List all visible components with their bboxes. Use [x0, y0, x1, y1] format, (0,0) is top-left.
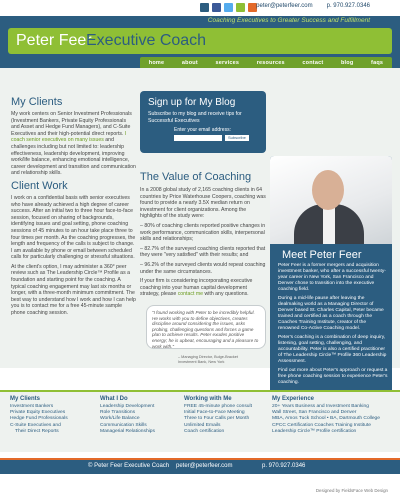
- middle-column: [140, 171, 266, 301]
- brand-banner: [8, 28, 392, 54]
- nav-blog[interactable]: blog: [341, 60, 354, 66]
- footer-col-working: [184, 396, 270, 435]
- facebook-icon[interactable]: [212, 3, 221, 12]
- header-contact: [256, 3, 370, 9]
- meet-text: [278, 263, 388, 389]
- blog-signup-text: Subscribe to my blog and receive tips for Successful Executives: [148, 111, 242, 124]
- copyright: © Peter Feer Executive Coach: [88, 463, 170, 469]
- blog-signup-heading: Sign up for My Blog: [148, 97, 236, 108]
- site-name[interactable]: Peter Feer: [16, 32, 92, 49]
- footer-col-experience: [272, 396, 394, 435]
- my-clients-text-a: My work centers on Senior Investment Professionals (Investment Bankers, Private Equity Professionals and Asset and Hedge Fund Managers), and C-Suite Executives and their high-potential direct reports.: [11, 111, 132, 137]
- testimonial-bubble: [146, 305, 266, 349]
- footer-links: [0, 390, 400, 452]
- my-clients-text-b: and challenges including but not limited to: leadership effectiveness, leadership development, improving work/life balance, enhancing emotional intelligence, career development and transition and communication and relationship skills.: [11, 137, 136, 177]
- footer-col-heading[interactable]: My Clients: [10, 396, 41, 402]
- utility-bar: [0, 0, 400, 16]
- footer-item[interactable]: Communication Skills: [100, 422, 147, 428]
- value-paragraph-1: In a 2008 global study of 2,165 coaching clients in 64 countries by Price Waterhouse Coopers, coaching was found to provide a nearly 3.5X median return on investment for client organizations. Among the highlights of the study were:: [140, 187, 266, 220]
- peter-photo: [270, 156, 392, 244]
- footer-col-heading[interactable]: What I Do: [100, 396, 128, 402]
- footer-col-clients: [10, 396, 100, 435]
- value-paragraph-2: – 80% of coaching clients reported positive changes in work performance, communication skills, interpersonal skills and relationships;: [140, 222, 266, 243]
- footer-item[interactable]: Coach certification: [184, 428, 225, 434]
- meet-paragraph-4: Find out more about Peter's approach or request a free phone coaching session to experience Peter's coaching.: [278, 368, 388, 385]
- header-phone: p. 970.927.0346: [326, 3, 370, 9]
- footer-phone: p. 970.927.0346: [262, 463, 306, 469]
- footer-item[interactable]: Initial Face-to-Face Meeting: [184, 410, 245, 416]
- footer-item[interactable]: Their Direct Reports: [15, 428, 59, 434]
- footer-item[interactable]: Wall Street, San Francisco and Denver: [272, 410, 357, 416]
- footer-col-heading[interactable]: Working with Me: [184, 396, 232, 402]
- client-work-paragraph-2: At the client's option, I may administer a 360° peer review such as The Leadership Circle™ Profile as a foundation and starting point for the coaching. A typical coaching engagement may last six months or longer, with a three-month minimum commitment. The best way to understand how I work and how I can help you is to contact me for a free 45-minute sample phone coaching session.: [11, 263, 136, 317]
- nav-contact[interactable]: contact: [302, 60, 324, 66]
- testimonial-cite: [178, 355, 238, 364]
- email-label: Enter your email address:: [174, 127, 231, 133]
- footer-email-link[interactable]: peter@peterfeer.com: [176, 463, 233, 469]
- nav-about[interactable]: about: [181, 60, 198, 66]
- meet-paragraph-1: Peter Feer is a former mergers and acquisition investment banker, who after a successful twenty-year career in New York, San Francisco and Denver chose to transition into the executive coaching field.: [278, 263, 386, 292]
- header-email-link[interactable]: peter@peterfeer.com: [256, 3, 313, 9]
- photo-shirt: [323, 206, 335, 244]
- footer-item[interactable]: 20+ Years Business and Investment Banking: [272, 404, 369, 409]
- value-p5-b: with any questions.: [203, 291, 249, 298]
- left-column: [11, 96, 136, 320]
- my-clients-text: [11, 111, 136, 177]
- blog-email-input[interactable]: [174, 135, 222, 141]
- blog-icon[interactable]: [236, 3, 245, 12]
- client-work-paragraph-1: I work on a confidential basis with senior executives who have already achieved a high degree of career success. After an initial two to three hour face-to-face session, focused on sharing of backgrounds, identifying issues and goal setting, phone coaching sessions of 45 minutes to an hour take place three to four times per month. As the coaching progresses, the length and frequency of the calls is subject to change. I am available by phone or email between scheduled calls for particularly challenging or stressful situations.: [11, 194, 136, 261]
- signup-row: [148, 135, 258, 141]
- value-paragraph-3: – 82.7% of the surveyed coaching clients reported that they were "very satisfied" with their results; and: [140, 245, 266, 259]
- footer-col-heading[interactable]: My Experience: [272, 396, 315, 402]
- blog-signup-box: [140, 91, 266, 153]
- footer-item[interactable]: CPCC Certification Coaches Training Institute: [272, 422, 371, 428]
- footer-item[interactable]: Private Equity Executives: [10, 410, 66, 416]
- testimonial-cite-line-1: – Managing Director, Bulge-Bracket: [178, 355, 238, 359]
- footer-item[interactable]: Leadership Development: [100, 404, 155, 409]
- footer-item[interactable]: Three to Four Calls per Month: [184, 416, 250, 422]
- contact-me-link[interactable]: contact me: [177, 291, 204, 298]
- testimonial-cite-line-2: Investment Bank, New York: [178, 359, 225, 364]
- designer-credit[interactable]: Designed by FieldsFace Web Design: [315, 488, 388, 493]
- coach-executives-link[interactable]: I coach senior executives on many issues: [11, 130, 127, 144]
- footer-item[interactable]: Investment Bankers: [10, 404, 54, 409]
- linkedin-icon[interactable]: [200, 3, 209, 12]
- footer-item[interactable]: Hedge Fund Professionals: [10, 416, 68, 422]
- footer-item[interactable]: MBA, Amos Tuck School • BA, Dartmouth College: [272, 416, 380, 422]
- site-header: [0, 16, 400, 68]
- value-paragraph-5: [140, 278, 266, 298]
- tagline: Coaching Executives to Greater Success and Fulfillment: [207, 17, 370, 24]
- footer-item[interactable]: FREE 45-minute phone consult: [184, 404, 252, 409]
- my-clients-heading: My Clients: [11, 96, 63, 108]
- subscribe-button[interactable]: Subscribe: [225, 135, 249, 141]
- client-work-heading: Client Work: [11, 179, 68, 192]
- meet-paragraph-2: During a mid-life pause after leaving the dealmaking world as a Managing Director of Denver based St. Charles Capital, Peter became trained and certified as a coach through the Coaches Training Institute, creator of the renowned Co-Active Coaching model.: [278, 296, 384, 331]
- nav-services[interactable]: services: [215, 60, 240, 66]
- value-heading: The Value of Coaching: [140, 171, 252, 183]
- footer-item[interactable]: C-Suite Executives and: [10, 422, 61, 428]
- social-icons: [200, 3, 257, 12]
- site-title: Executive Coach: [86, 32, 207, 49]
- nav-resources[interactable]: resources: [256, 60, 285, 66]
- meet-paragraph-3: Peter's coaching is a combination of deep inquiry, listening, goal setting, challenging, and accountability. Peter is also a certified practitioner of The Leadership Circle™ Profile 360 Leadership Assessment.: [278, 335, 387, 364]
- footer-item[interactable]: Managerial Relationships: [100, 428, 155, 434]
- footer-item[interactable]: Leadership Circle™ Profile certification: [272, 428, 357, 434]
- meet-heading: Meet Peter Feer: [282, 249, 362, 261]
- bottom-bar: [0, 458, 400, 474]
- value-paragraph-4: – 96.2% of the surveyed clients would repeat coaching under the same circumstances.: [140, 261, 266, 275]
- footer-item[interactable]: Unlimited Emails: [184, 422, 221, 428]
- twitter-icon[interactable]: [224, 3, 233, 12]
- testimonial-text: "I found working with Peter to be incredibly helpful. He works with you to define objectives, creates discipline around considering the issues, asks probing, challenging questions and forces a game plan to achieve results. Peter exudes positive energy; he is upbeat, encouraging and a pleasure to work with.": [152, 310, 259, 349]
- nav-home[interactable]: home: [148, 60, 165, 66]
- nav-faqs[interactable]: faqs: [371, 60, 384, 66]
- footer-item[interactable]: Work/Life Balance: [100, 416, 140, 422]
- photo-head: [312, 170, 344, 210]
- footer-item[interactable]: Role Transitions: [100, 410, 136, 416]
- footer-col-what-i-do: [100, 396, 180, 435]
- value-p5-a: If your firm is considering incorporating executive coaching into your human capital development strategy, please: [140, 278, 253, 298]
